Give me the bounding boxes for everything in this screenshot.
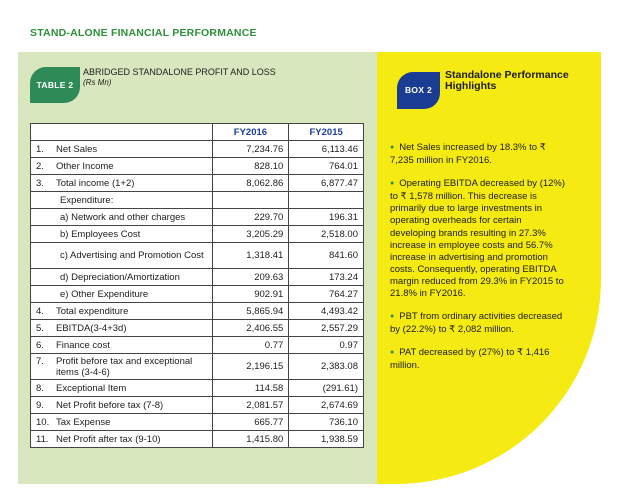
header-label-cell — [31, 124, 213, 141]
row-value-fy2015: (291.61) — [289, 380, 364, 397]
row-label: Finance cost — [56, 339, 110, 351]
table-row — [31, 175, 364, 192]
row-number: 5. — [36, 322, 44, 334]
row-value-fy2016: 2,196.15 — [212, 354, 289, 380]
row-label: Net Profit before tax (7-8) — [56, 399, 164, 411]
row-value-fy2016: 2,081.57 — [212, 397, 289, 414]
row-value-fy2015: 0.97 — [289, 337, 364, 354]
row-value-fy2015: 2,383.08 — [289, 354, 364, 380]
header-fy2015: FY2015 — [289, 124, 364, 141]
row-number: 3. — [36, 177, 44, 189]
row-label: EBITDA(3-4+3d) — [56, 322, 127, 334]
row-label: e) Other Expenditure — [60, 288, 149, 300]
section-title: STAND-ALONE FINANCIAL PERFORMANCE — [30, 27, 257, 39]
highlights-list — [390, 142, 570, 384]
row-value-fy2015: 736.10 — [289, 414, 364, 431]
row-number: 4. — [36, 305, 44, 317]
table-tag: TABLE 2 — [30, 67, 80, 103]
table-row — [31, 226, 364, 243]
row-value-fy2016 — [212, 192, 289, 209]
table-title: ABRIDGED STANDALONE PROFIT AND LOSS — [83, 67, 276, 77]
row-value-fy2015: 2,674.69 — [289, 397, 364, 414]
row-number: 6. — [36, 339, 44, 351]
row-value-fy2016: 0.77 — [212, 337, 289, 354]
table-row — [31, 320, 364, 337]
row-value-fy2015: 764.27 — [289, 286, 364, 303]
row-label: b) Employees Cost — [60, 228, 141, 240]
row-value-fy2016: 209.63 — [212, 269, 289, 286]
table-row — [31, 337, 364, 354]
row-label: a) Network and other charges — [60, 211, 186, 223]
row-label: Tax Expense — [56, 416, 111, 428]
row-label: Other Income — [56, 160, 114, 172]
highlight-item: ● PAT decreased by (27%) to ₹ 1,416 million. — [390, 347, 570, 372]
row-number: 7. — [36, 355, 44, 367]
row-value-fy2016: 114.58 — [212, 380, 289, 397]
row-value-fy2015: 6,877.47 — [289, 175, 364, 192]
table-row — [31, 269, 364, 286]
row-value-fy2015: 4,493.42 — [289, 303, 364, 320]
row-number: 1. — [36, 143, 44, 155]
table-unit: (Rs Mn) — [83, 78, 112, 87]
table-row — [31, 397, 364, 414]
row-value-fy2016: 2,406.55 — [212, 320, 289, 337]
row-value-fy2015: 2,557.29 — [289, 320, 364, 337]
row-label: Net Sales — [56, 143, 98, 155]
row-value-fy2015: 841.60 — [289, 243, 364, 269]
box-title: Standalone Performance Highlights — [445, 69, 569, 92]
row-value-fy2016: 3,205.29 — [212, 226, 289, 243]
table-row — [31, 286, 364, 303]
profit-loss-table — [30, 123, 364, 448]
row-value-fy2016: 1,318.41 — [212, 243, 289, 269]
table-row — [31, 303, 364, 320]
row-label: Profit before tax and exceptional items (3-4-6) — [56, 355, 193, 378]
row-value-fy2015 — [289, 192, 364, 209]
table-row — [31, 380, 364, 397]
header-fy2016: FY2016 — [212, 124, 289, 141]
table-row — [31, 431, 364, 448]
row-value-fy2015: 764.01 — [289, 158, 364, 175]
row-label: d) Depreciation/Amortization — [60, 271, 180, 283]
row-label: c) Advertising and Promotion Cost — [60, 250, 204, 261]
row-value-fy2016: 229.70 — [212, 209, 289, 226]
row-value-fy2016: 1,415.80 — [212, 431, 289, 448]
table-row — [31, 354, 364, 380]
row-value-fy2015: 173.24 — [289, 269, 364, 286]
row-label: Total expenditure — [56, 305, 129, 317]
table-row — [31, 158, 364, 175]
row-value-fy2016: 828.10 — [212, 158, 289, 175]
table-row — [31, 414, 364, 431]
row-value-fy2016: 7,234.76 — [212, 141, 289, 158]
row-label: Exceptional Item — [56, 382, 127, 394]
table-row — [31, 141, 364, 158]
row-value-fy2015: 196.31 — [289, 209, 364, 226]
row-number: 10. — [36, 416, 50, 428]
row-value-fy2015: 6,113.46 — [289, 141, 364, 158]
box-tag: BOX 2 — [397, 72, 440, 109]
table-row — [31, 243, 364, 269]
row-number: 2. — [36, 160, 44, 172]
highlight-item: ● Net Sales increased by 18.3% to ₹ 7,235 million in FY2016. — [390, 142, 570, 167]
row-value-fy2016: 8,062.86 — [212, 175, 289, 192]
row-label: Expenditure: — [60, 194, 114, 206]
row-label: Total income (1+2) — [56, 177, 135, 189]
row-value-fy2015: 1,938.59 — [289, 431, 364, 448]
row-number: 9. — [36, 399, 44, 411]
row-number: 8. — [36, 382, 44, 394]
row-label: Net Profit after tax (9-10) — [56, 433, 161, 445]
highlight-item: ● PBT from ordinary activities decreased by (22.2%) to ₹ 2,082 million. — [390, 311, 570, 336]
row-value-fy2016: 5,865.94 — [212, 303, 289, 320]
row-value-fy2016: 665.77 — [212, 414, 289, 431]
row-number: 11. — [36, 433, 49, 445]
row-value-fy2015: 2,518.00 — [289, 226, 364, 243]
table-row — [31, 192, 364, 209]
table-row — [31, 209, 364, 226]
table-header-row — [31, 124, 364, 141]
row-value-fy2016: 902.91 — [212, 286, 289, 303]
highlight-item: ● Operating EBITDA decreased by (12%) to ₹ 1,578 million. This decrease is primarily due to large investments in operating overheads for certain developing brands resulting in 27.3% increase in employee costs and 56.7% increase in advertising and promotion costs. Consequently, operating EBITDA margin reduced from 29.3% in FY2015 to 21.8% in FY2016. — [390, 178, 570, 300]
